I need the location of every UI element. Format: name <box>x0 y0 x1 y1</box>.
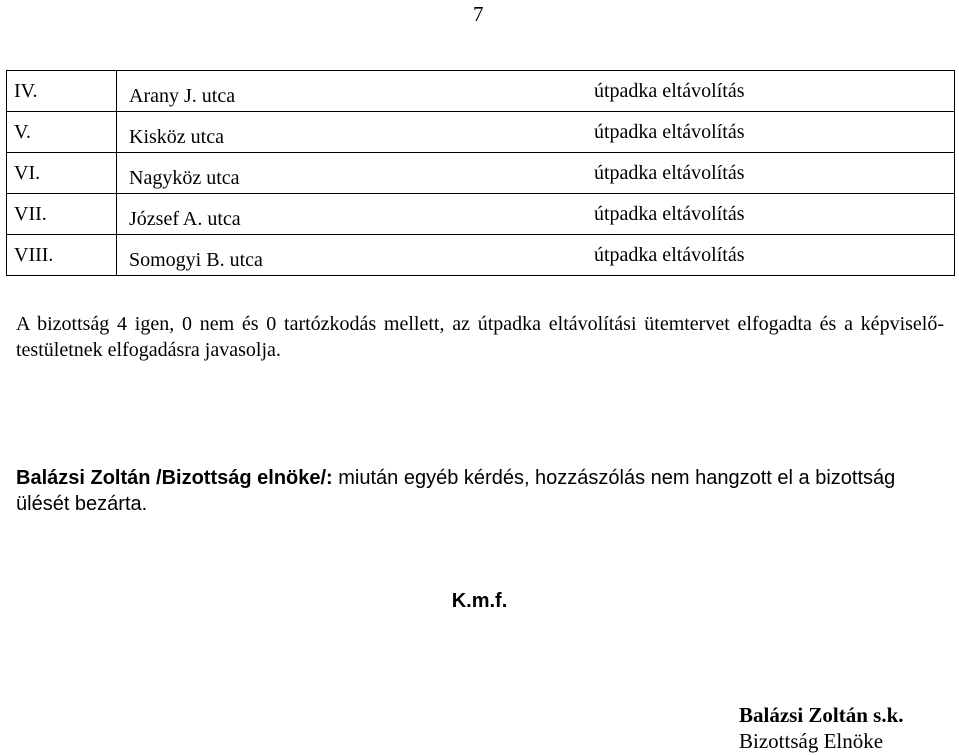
row-number: VI. <box>14 162 41 184</box>
row-number: VIII. <box>14 244 54 266</box>
work-action: útpadka eltávolítás <box>594 162 745 184</box>
page-number: 7 <box>473 2 484 26</box>
street-action-cell <box>117 71 955 112</box>
work-action: útpadka eltávolítás <box>594 121 745 143</box>
street-action-cell <box>117 112 955 153</box>
row-number: IV. <box>14 80 38 102</box>
kmf-label: K.m.f. <box>451 590 508 612</box>
committee-decision-paragraph: A bizottság 4 igen, 0 nem és 0 tartózkodás mellett, az útpadka eltávolítási ütemtervet elfogadta és a képviselő-testületnek elfogadásra javasolja. <box>16 313 944 361</box>
street-name: József A. utca <box>129 208 241 230</box>
table-row <box>7 194 955 235</box>
row-number-cell <box>7 194 117 235</box>
row-number: VII. <box>14 203 47 225</box>
street-name: Arany J. utca <box>129 85 236 107</box>
street-action-cell <box>117 153 955 194</box>
row-number-cell <box>7 71 117 112</box>
work-action: útpadka eltávolítás <box>594 203 745 225</box>
street-name: Somogyi B. utca <box>129 249 263 271</box>
street-action-cell <box>117 194 955 235</box>
row-number-cell <box>7 112 117 153</box>
street-action-cell <box>117 235 955 276</box>
signature-name: Balázsi Zoltán s.k. <box>739 703 904 727</box>
work-action: útpadka eltávolítás <box>594 244 745 266</box>
work-action: útpadka eltávolítás <box>594 80 745 102</box>
speaker-name: Balázsi Zoltán /Bizottság elnöke/: <box>16 467 333 489</box>
closing-text: miután egyéb kérdés, hozzászólás nem hangzott el a bizottság ülését bezárta. <box>16 467 896 515</box>
signature-title: Bizottság Elnöke <box>739 729 884 753</box>
table-row <box>7 71 955 112</box>
row-number: V. <box>14 121 31 143</box>
street-works-table <box>6 70 955 276</box>
table-row <box>7 112 955 153</box>
street-name: Nagyköz utca <box>129 167 240 189</box>
table-row <box>7 153 955 194</box>
table-row <box>7 235 955 276</box>
row-number-cell <box>7 153 117 194</box>
closing-paragraph <box>16 465 944 517</box>
row-number-cell <box>7 235 117 276</box>
street-name: Kisköz utca <box>129 126 224 148</box>
